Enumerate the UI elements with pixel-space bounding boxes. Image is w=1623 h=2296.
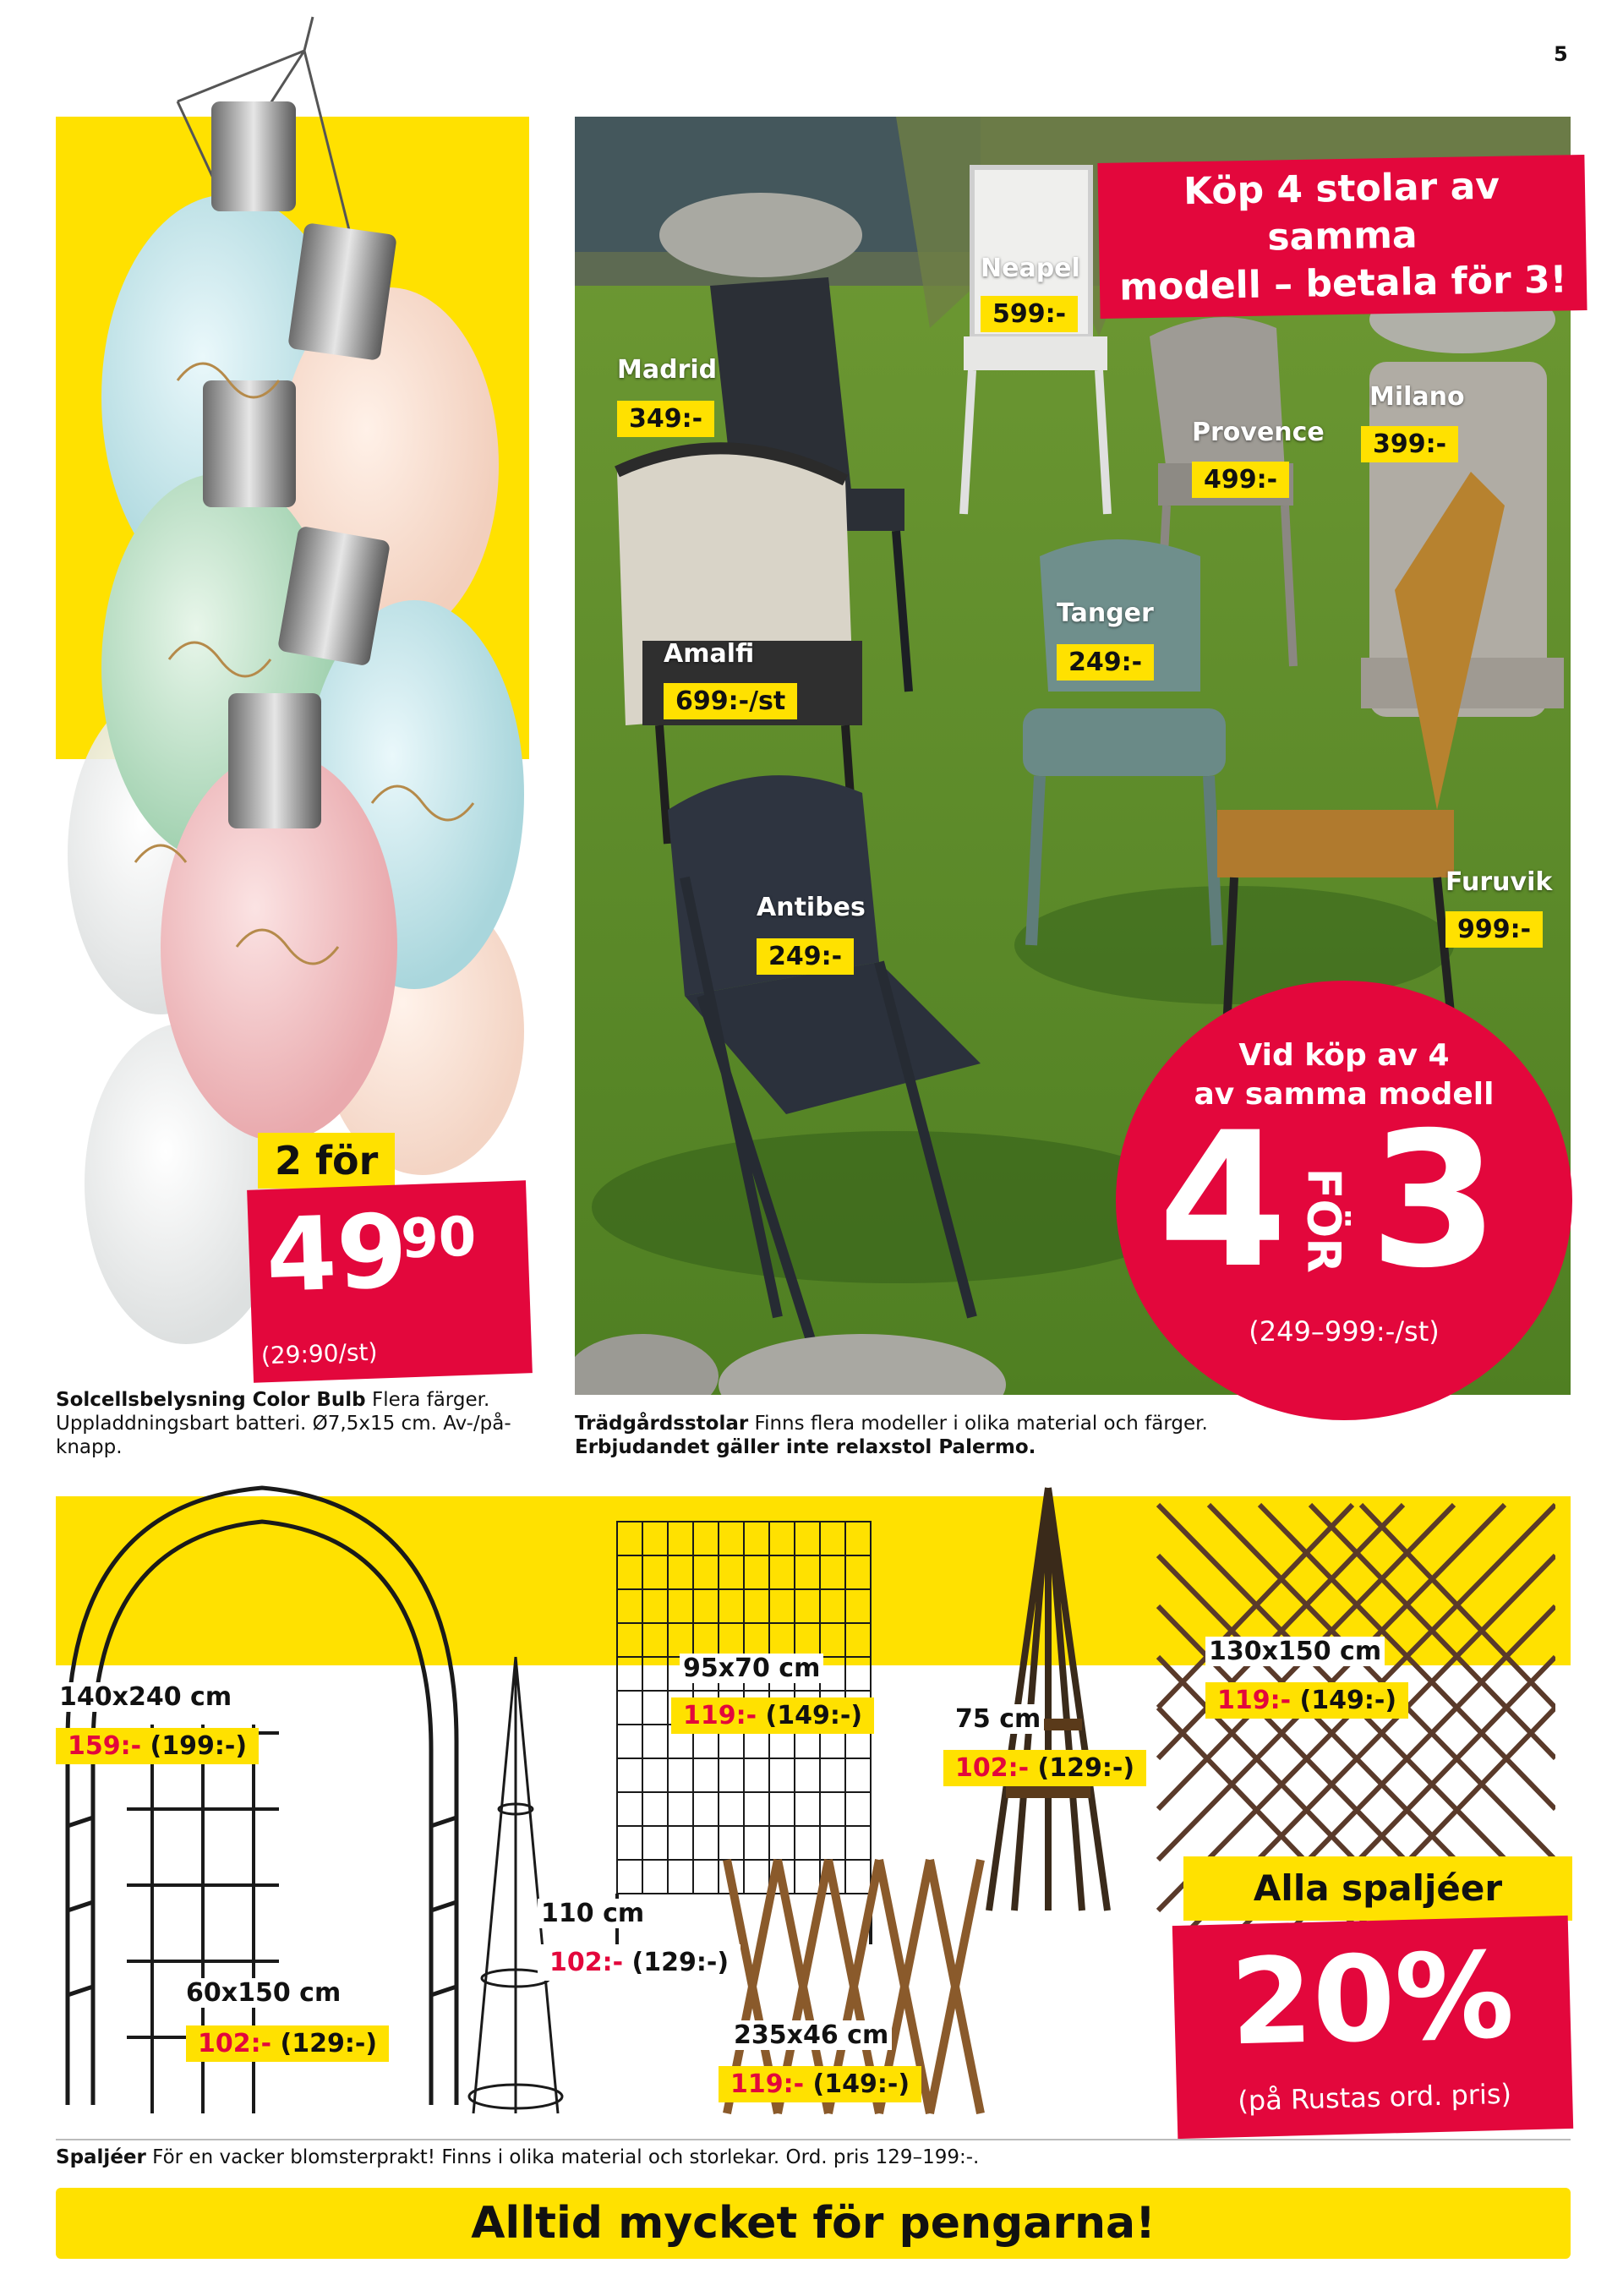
badge-big-left: 4	[1158, 1092, 1288, 1309]
trellis-caption	[56, 2146, 1408, 2169]
chairs-promo-line2: modell – betala för 3!	[1118, 258, 1568, 309]
trellis-ord-ladder: (129:-)	[280, 2029, 378, 2058]
trellis-sale-lattice: 119:-	[730, 2069, 805, 2099]
trellis-sale-obelisk: 102:-	[549, 1948, 624, 1977]
chairs-caption-title: Trädgårdsstolar	[575, 1413, 749, 1435]
trellis-ord-obelisk: (129:-)	[631, 1948, 730, 1977]
trellis-size-lattice: 235x46 cm	[730, 2020, 892, 2050]
trellis-promo-sub: (på Rustas ord. pris)	[1237, 2077, 1512, 2118]
trellis-caption-title: Spaljéer	[56, 2146, 146, 2168]
footer-slogan: Alltid mycket för pengarna!	[471, 2198, 1156, 2249]
trellis-price-ladder	[186, 2025, 389, 2062]
trellis-ord-grid: (149:-)	[765, 1701, 863, 1730]
trellis-ord-wicker: (129:-)	[1037, 1753, 1135, 1783]
badge-line1: Vid köp av 4	[1238, 1038, 1450, 1073]
chair-price-milano: 399:-	[1361, 426, 1458, 462]
trellis-size-arch: 140x240 cm	[56, 1682, 235, 1712]
bulb-caption-title: Solcellsbelysning Color Bulb	[56, 1389, 366, 1411]
chair-name-antibes: Antibes	[757, 893, 866, 922]
trellis-promo-badge	[1172, 1916, 1573, 2139]
chairs-promo-line1: Köp 4 stolar av samma	[1183, 164, 1500, 260]
badge-line2: av samma modell	[1194, 1077, 1495, 1112]
trellis-caption-divider	[56, 2139, 1571, 2140]
trellis-promo-percent: 20%	[1228, 1927, 1516, 2073]
trellis-size-ladder: 60x150 cm	[183, 1978, 344, 2008]
trellis-sale-grid: 119:-	[683, 1701, 757, 1730]
trellis-sale-arch: 159:-	[68, 1731, 142, 1761]
bulb-unit-price: (29:90/st)	[260, 1337, 379, 1370]
trellis-price-obelisk	[538, 1944, 740, 1981]
badge-big-right: 3	[1369, 1092, 1500, 1309]
chair-name-milano: Milano	[1369, 382, 1465, 412]
trellis-ord-lattice: (149:-)	[812, 2069, 910, 2099]
bulb-price-cents: 90	[399, 1205, 478, 1271]
trellis-size-grid: 95x70 cm	[680, 1654, 823, 1683]
badge-range: (249–999:-/st)	[1249, 1315, 1440, 1348]
chair-name-tanger: Tanger	[1057, 599, 1154, 628]
chair-name-amalfi: Amalfi	[664, 639, 755, 669]
bulb-price-badge	[247, 1180, 533, 1382]
trellis-promo-title: Alla spaljéer	[1183, 1856, 1572, 1921]
trellis-sale-willow: 119:-	[1217, 1686, 1292, 1715]
bulb-caption	[56, 1388, 546, 1459]
chair-price-madrid: 349:-	[617, 401, 714, 437]
chair-price-furuvik: 999:-	[1445, 911, 1543, 948]
trellis-sale-wicker: 102:-	[955, 1753, 1030, 1783]
chair-price-amalfi: 699:-/st	[664, 683, 797, 719]
chairs-caption-body: Finns flera modeller i olika material och färger.	[754, 1413, 1208, 1435]
bulb-multi-label: 2 för	[258, 1133, 395, 1189]
chair-price-tanger: 249:-	[1057, 644, 1154, 681]
chairs-caption-note: Erbjudandet gäller inte relaxstol Palermo.	[575, 1436, 1036, 1458]
chair-price-antibes: 249:-	[757, 938, 854, 975]
chair-name-neapel: Neapel	[981, 254, 1080, 283]
page-number: 5	[1554, 42, 1568, 66]
trellis-price-lattice	[719, 2066, 921, 2102]
chairs-promo-banner	[1097, 155, 1587, 319]
badge-for: FÖR	[1297, 1167, 1351, 1273]
chair-name-provence: Provence	[1192, 418, 1325, 447]
four-for-three-badge	[1116, 981, 1572, 1420]
bulb-price-main: 49	[264, 1193, 410, 1316]
bulb-caption-body: Flera färger. Uppladdningsbart batteri. Ø7,5x15 cm. Av-/på-knapp.	[56, 1389, 511, 1458]
chair-name-furuvik: Furuvik	[1445, 867, 1553, 897]
trellis-sale-ladder: 102:-	[198, 2029, 272, 2058]
trellis-size-willow: 130x150 cm	[1205, 1637, 1385, 1666]
footer-banner	[56, 2188, 1571, 2259]
chair-name-madrid: Madrid	[617, 355, 718, 385]
trellis-size-obelisk: 110 cm	[538, 1899, 648, 1928]
trellis-ord-arch: (199:-)	[150, 1731, 248, 1761]
trellis-ord-willow: (149:-)	[1299, 1686, 1397, 1715]
chair-price-provence: 499:-	[1192, 462, 1289, 498]
trellis-price-grid	[671, 1697, 874, 1734]
trellis-price-willow	[1205, 1682, 1408, 1719]
chair-price-neapel: 599:-	[981, 296, 1078, 332]
trellis-price-arch	[56, 1728, 259, 1764]
trellis-caption-body: För en vacker blomsterprakt! Finns i olika material och storlekar. Ord. pris 129–199:-.	[152, 2146, 980, 2168]
trellis-price-wicker	[943, 1750, 1146, 1786]
trellis-size-wicker: 75 cm	[952, 1704, 1044, 1734]
chairs-caption	[575, 1412, 1251, 1459]
